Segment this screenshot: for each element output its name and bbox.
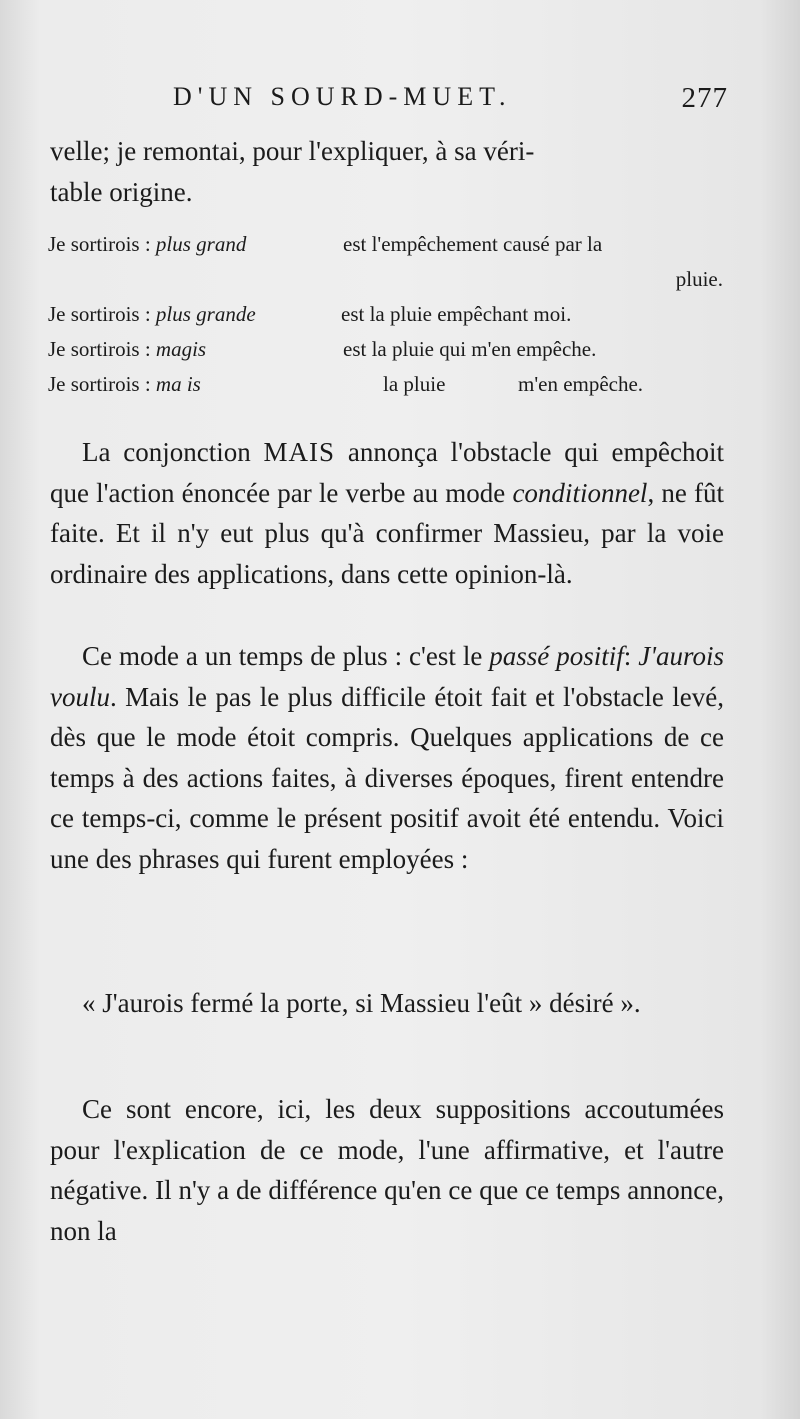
example-row: [48, 302, 723, 337]
paragraph-passe-positif: Ce mode a un temps de plus : c'est le passé positif: J'aurois voulu. Mais le pas le plus difficile étoit fait et l'obstacle levé, dès que le mode étoit compris. Quelques applications de ce temps à des actions faites, à diverses époques, firent entendre ce temps-ci, comme le présent positif avoit été entendu. Voici une des phrases qui furent employées :: [50, 641, 724, 874]
example-row: [48, 337, 723, 372]
example-subject: Je sortirois : ma is: [48, 372, 201, 396]
running-head: D'UN SOURD-MUET.: [173, 82, 512, 111]
paragraph-mais: La conjonction MAIS annonça l'obstacle qui empêchoit que l'action énoncée par le verbe au mode conditionnel, ne fût faite. Et il n'y eut plus qu'à confirmer Massieu, par la voie ordinaire des applications, dans cette opinion-là.: [50, 437, 724, 589]
page-header: [48, 82, 728, 122]
example-row-continuation: [48, 267, 723, 302]
example-predicate-b: m'en empêche.: [518, 372, 644, 396]
italic-term: conditionnel: [512, 477, 648, 508]
text-line: table origine.: [50, 176, 193, 207]
italic-example: J'aurois voulu: [50, 641, 724, 712]
small-caps-word: MAIS: [263, 437, 336, 467]
example-row: [48, 372, 723, 407]
example-predicate: est la pluie qui m'en empêche.: [343, 337, 597, 361]
example-continuation: pluie.: [675, 267, 723, 291]
example-row: [48, 232, 723, 267]
paragraph-suppositions: Ce sont encore, ici, les deux suppositions accoutumées pour l'explication de ce mode, l'une affirmative, et l'autre négative. Il n'y a de différence qu'en ce que ce temps annonce, non la: [50, 1094, 724, 1246]
example-subject: Je sortirois : plus grande: [48, 302, 256, 326]
text-line: velle; je remontai, pour l'expliquer, à sa véri-: [50, 136, 535, 166]
paragraph-continuation: [50, 131, 724, 212]
example-predicate: est la pluie empêchant moi.: [341, 302, 572, 326]
example-predicate-a: la pluie: [383, 372, 446, 396]
example-sentences: [48, 232, 723, 407]
example-subject: Je sortirois : magis: [48, 337, 207, 361]
example-subject: Je sortirois : plus grand: [48, 232, 247, 256]
page-number: 277: [681, 82, 728, 114]
italic-term: passé positif: [489, 641, 624, 671]
example-predicate: est l'empêchement causé par la: [343, 232, 603, 256]
quoted-sentence: « J'aurois fermé la porte, si Massieu l'eût » désiré ».: [82, 988, 641, 1018]
